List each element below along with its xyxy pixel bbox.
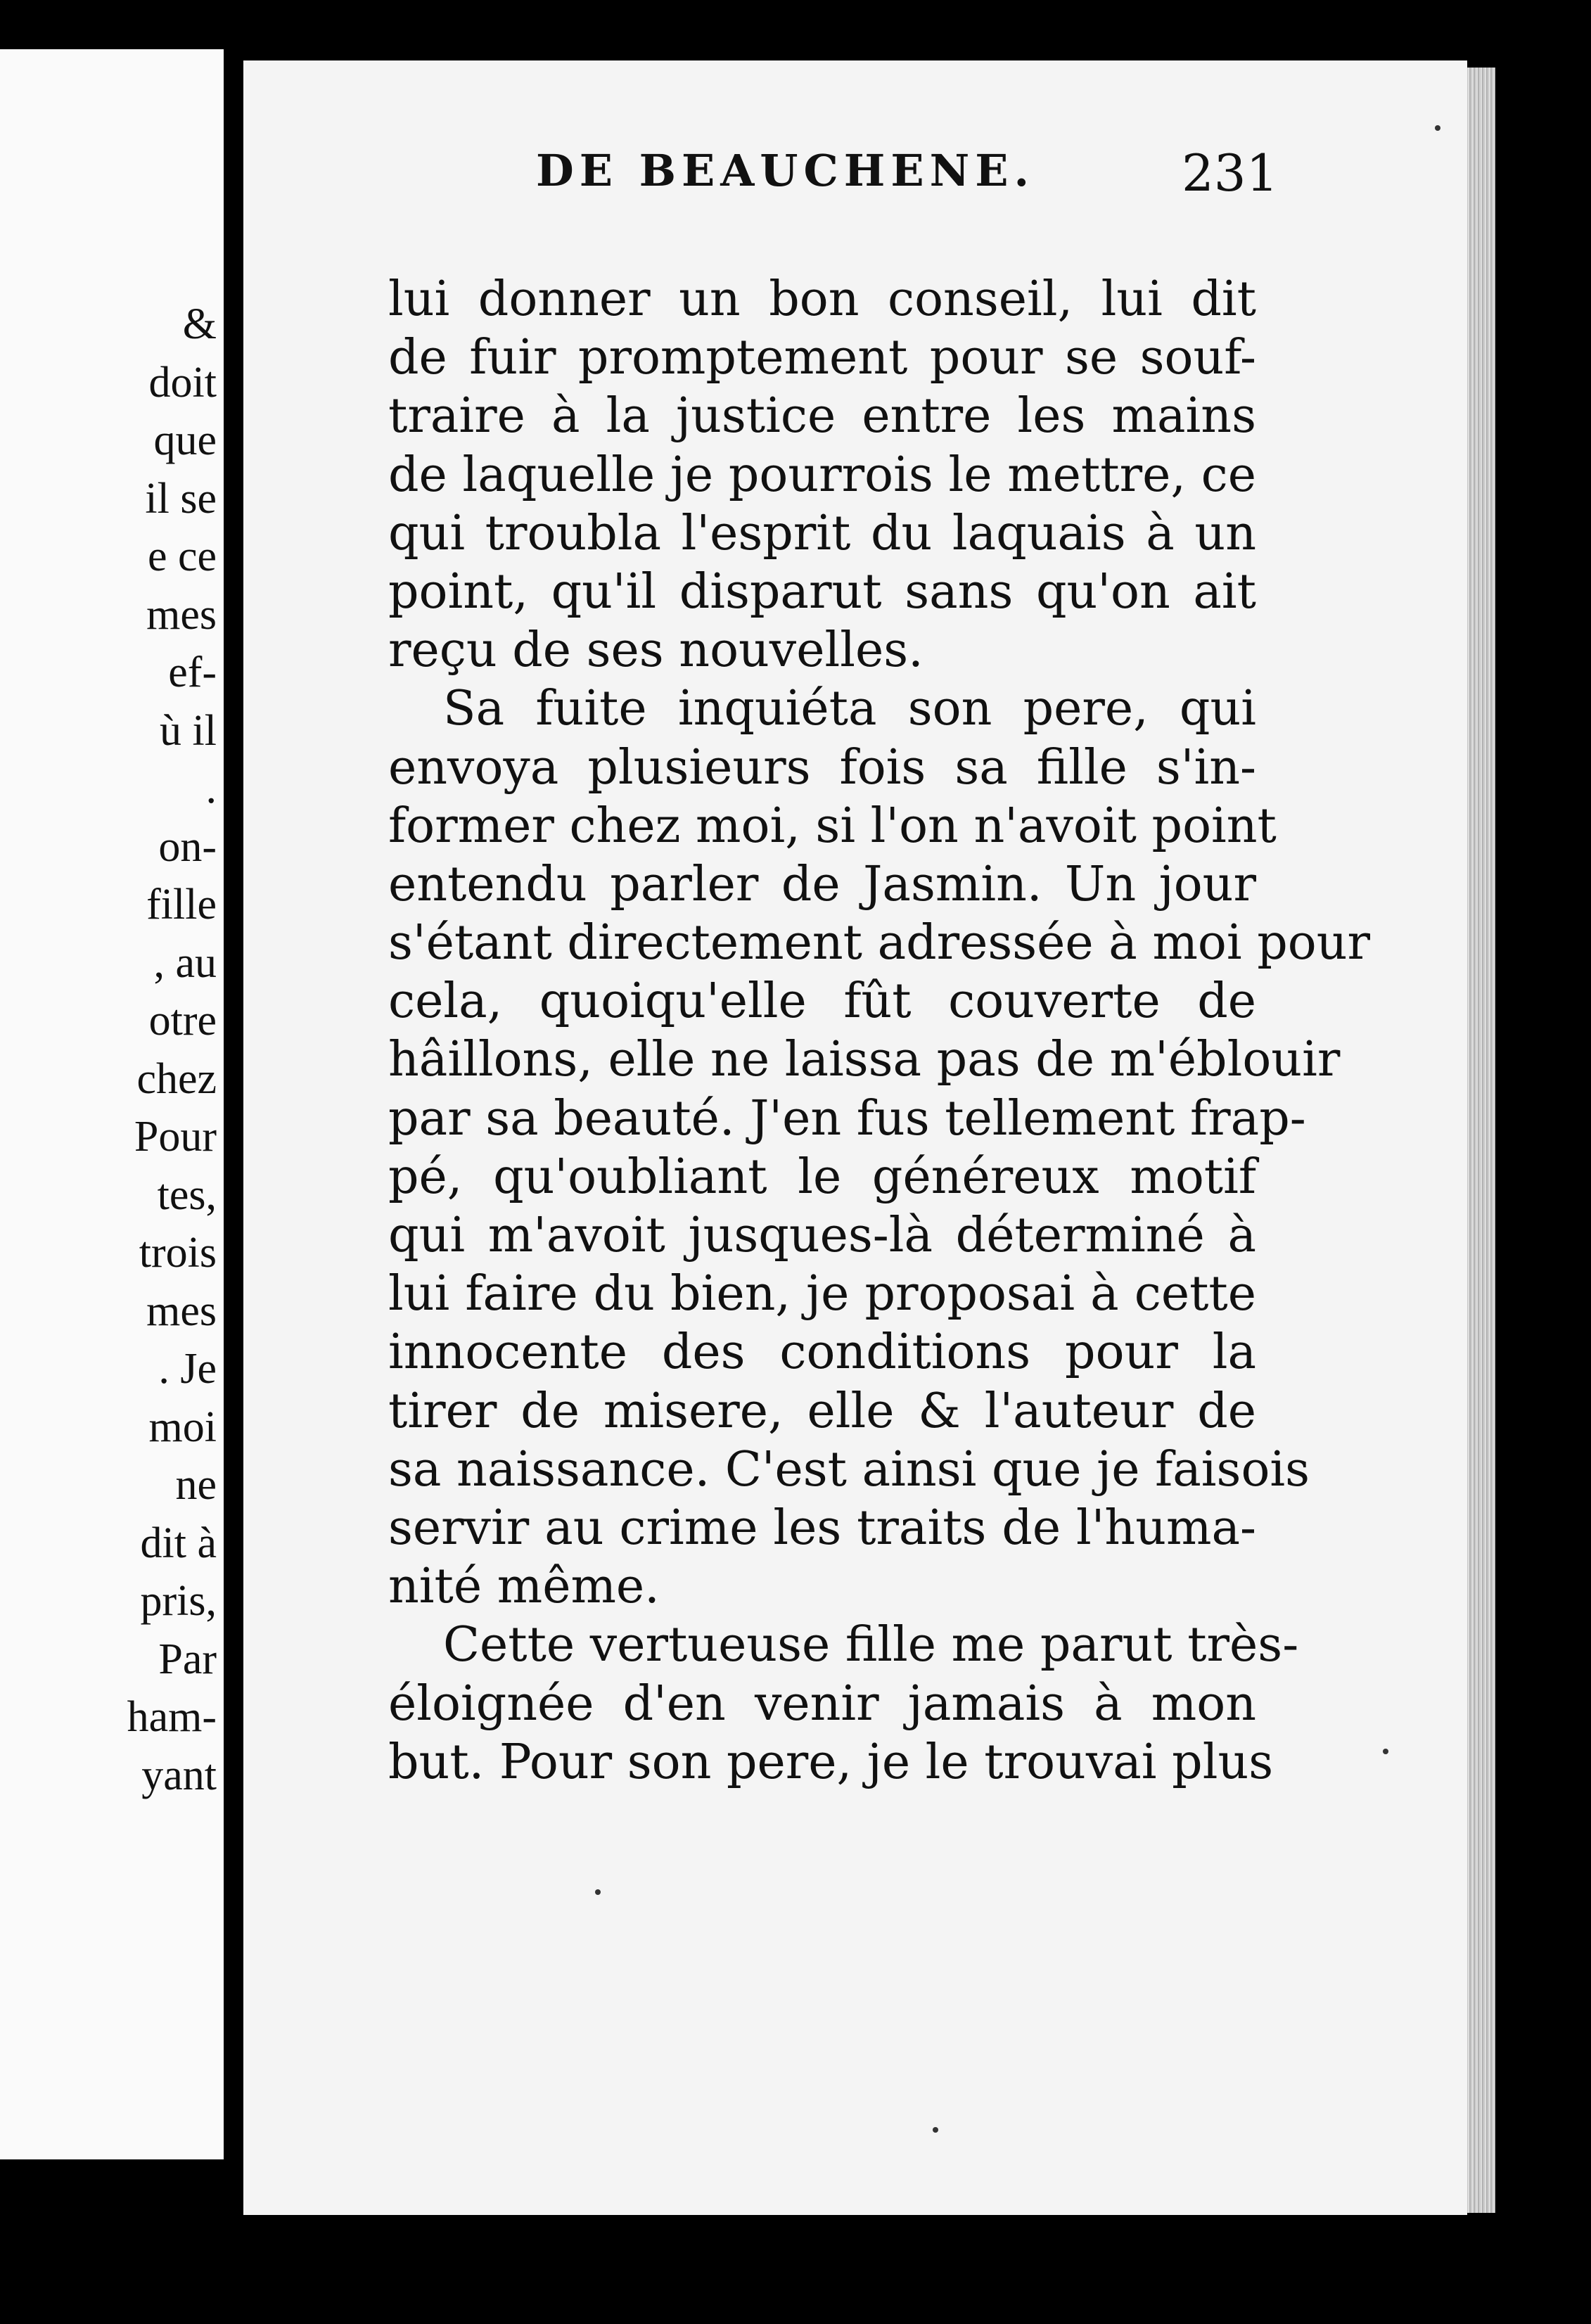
left-line: dit à xyxy=(140,1519,217,1567)
left-line: , au xyxy=(153,938,217,987)
left-line: ne xyxy=(175,1461,217,1509)
left-line: Par xyxy=(158,1635,217,1683)
left-line: ef- xyxy=(168,649,217,696)
text-line: servir au crime les traits de l'huma- xyxy=(388,1500,1256,1556)
text-line: entendu parler de Jasmin. Un jour xyxy=(388,856,1256,912)
left-page-text xyxy=(127,295,217,1804)
left-line: e ce xyxy=(147,532,217,580)
text-line: qui troubla l'esprit du laquais à un xyxy=(388,505,1256,561)
ink-speck xyxy=(933,2127,938,2133)
text-line: traire à la justice entre les mains xyxy=(388,388,1256,445)
left-line: pris, xyxy=(140,1577,217,1625)
left-line: il se xyxy=(145,474,217,523)
left-line: & xyxy=(182,300,217,348)
text-line: hâillons, elle ne laissa pas de m'éblouir xyxy=(388,1032,1341,1088)
text-line: éloignée d'en venir jamais à mon xyxy=(388,1675,1256,1732)
left-line: doit xyxy=(148,358,217,407)
left-line: mes xyxy=(146,590,217,639)
left-facing-page xyxy=(0,49,224,2159)
left-line: otre xyxy=(148,997,217,1045)
left-line: chez xyxy=(136,1054,217,1103)
left-line: yant xyxy=(141,1751,217,1799)
text-line: tirer de misere, elle & l'auteur de xyxy=(388,1383,1256,1439)
text-line: reçu de ses nouvelles. xyxy=(388,622,924,679)
text-line: envoya plusieurs fois sa fille s'in- xyxy=(388,739,1256,796)
text-line: par sa beauté. J'en fus tellement frap- xyxy=(388,1090,1306,1147)
ink-speck xyxy=(1383,1749,1388,1754)
text-line: cela, quoiqu'elle fût couverte de xyxy=(388,973,1256,1030)
left-line: que xyxy=(153,416,217,464)
left-line: ham- xyxy=(127,1693,217,1741)
left-line: moi xyxy=(148,1403,217,1451)
text-line: but. Pour son pere, je le trouvai plus xyxy=(388,1734,1274,1790)
text-line: sa naissance. C'est ainsi que je faisois xyxy=(388,1441,1310,1498)
left-line: Pour xyxy=(134,1113,217,1161)
text-line: lui donner un bon conseil, lui dit xyxy=(388,272,1256,327)
text-line: point, qu'il disparut sans qu'on ait xyxy=(388,563,1256,620)
left-line: ù il xyxy=(160,706,217,755)
left-line: trois xyxy=(139,1229,217,1277)
text-line: former chez moi, si l'on n'avoit point xyxy=(388,798,1277,854)
left-line: fille xyxy=(146,881,217,928)
text-line: pé, qu'oubliant le généreux motif xyxy=(388,1149,1256,1205)
page-number: 231 xyxy=(1182,143,1279,203)
text-line: s'étant directement adressée à moi pour xyxy=(388,915,1370,971)
text-line: de laquelle je pourrois le mettre, ce xyxy=(388,447,1256,503)
left-line: on- xyxy=(158,822,217,871)
left-line: . Je xyxy=(158,1345,217,1393)
body-text xyxy=(388,270,1370,1792)
left-line: . xyxy=(205,765,217,812)
page-edges xyxy=(1467,68,1495,2213)
left-line: tes, xyxy=(157,1170,217,1219)
running-title: DE BEAUCHENE. xyxy=(536,145,1035,196)
text-line: Sa fuite inquiéta son pere, qui xyxy=(443,681,1256,737)
text-line: lui faire du bien, je proposai à cette xyxy=(388,1266,1256,1322)
text-line: innocente des conditions pour la xyxy=(388,1324,1256,1381)
text-line: qui m'avoit jusques-là déterminé à xyxy=(388,1208,1256,1263)
ink-speck xyxy=(595,1889,601,1895)
text-line: Cette vertueuse fille me parut très- xyxy=(443,1617,1299,1673)
running-head xyxy=(288,134,1279,218)
left-line: mes xyxy=(146,1286,217,1335)
text-line: nité même. xyxy=(388,1559,660,1615)
ink-speck xyxy=(1435,125,1440,131)
text-line: de fuir promptement pour se souf- xyxy=(388,330,1256,386)
